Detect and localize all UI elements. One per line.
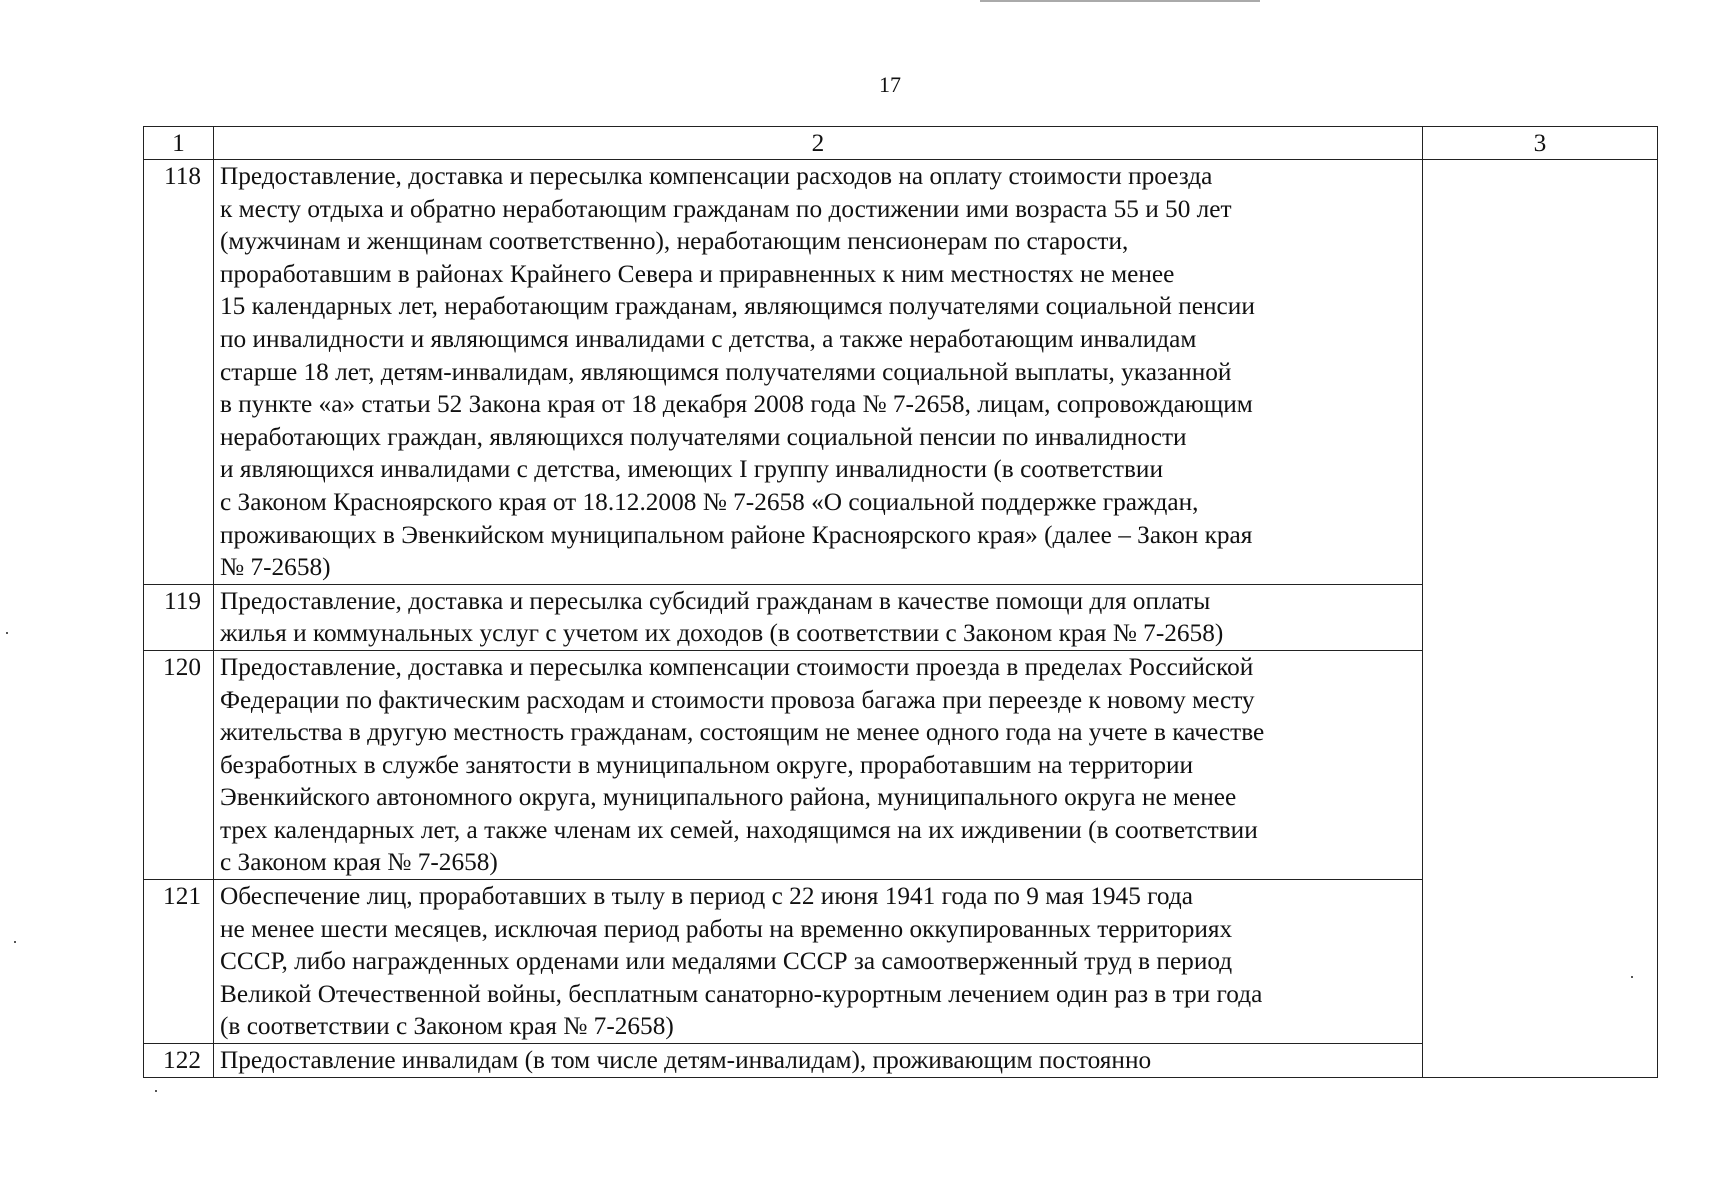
scan-top-fragment bbox=[980, 0, 1260, 2]
column-header-2: 2 bbox=[214, 127, 1423, 160]
column-header-1: 1 bbox=[144, 127, 214, 160]
row-text: Предоставление, доставка и пересылка компенсации стоимости проезда в пределах Российской Федерации по фактическим расходам и стоимости провоза багажа при переезде к новому месту жительства в другую местность гражданам, состоящим не менее одного года на учете в качестве безработных в службе занятости в муниципальном округе, проработавшим на территории Эвенкийского автономного округа, муниципального района, муниципального округа не менее трех календарных лет, а также членам их семей, находящимся на их иждивении (в соответствии с Законом края № 7-2658) bbox=[214, 650, 1423, 879]
page-number: 17 bbox=[879, 72, 901, 97]
row-text: Обеспечение лиц, проработавших в тылу в период с 22 июня 1941 года по 9 мая 1945 года не менее шести месяцев, исключая период работы на временно оккупированных территориях СССР, либо награжденных орденами или медалями СССР за самоотверженный труд в период Великой Отечественной войны, бесплатным санаторно-курортным лечением один раз в три года (в соответствии с Законом края № 7-2658) bbox=[214, 880, 1423, 1044]
row-text: Предоставление, доставка и пересылка компенсации расходов на оплату стоимости проезда к месту отдыха и обратно неработающим гражданам по достижении ими возраста 55 и 50 лет (мужчинам и женщинам соответственно), неработающим пенсионерам по старости, проработавшим в районах Крайнего Севера и приравненных к ним местностях не менее 15 календарных лет, неработающим гражданам, являющимся получателями социальной пенсии по инвалидности и являющимся инвалидами с детства, а также неработающим инвалидам старше 18 лет, детям-инвалидам, являющимся получателями социальной выплаты, указанной в пункте «а» статьи 52 Закона края от 18 декабря 2008 года № 7-2658, лицам, сопровождающим неработающих граждан, являющихся получателями социальной пенсии по инвалидности и являющихся инвалидами с детства, имеющих I группу инвалидности (в соответствии с Законом Красноярского края от 18.12.2008 № 7-2658 «О социальной поддержке граждан, проживающих в Эвенкийском муниципальном районе Красноярского края» (далее – Закон края № 7-2658) bbox=[214, 160, 1423, 585]
row-number: 119 bbox=[144, 584, 214, 650]
scan-mark bbox=[14, 941, 16, 943]
scan-mark bbox=[1631, 976, 1633, 978]
column-3-cell bbox=[1423, 160, 1658, 1078]
row-text: Предоставление, доставка и пересылка субсидий гражданам в качестве помощи для оплаты жилья и коммунальных услуг с учетом их доходов (в соответствии с Законом края № 7-2658) bbox=[214, 584, 1423, 650]
row-text: Предоставление инвалидам (в том числе детям-инвалидам), проживающим постоянно bbox=[214, 1044, 1423, 1078]
scan-mark bbox=[6, 632, 8, 634]
scan-mark bbox=[155, 1090, 157, 1092]
row-number: 122 bbox=[144, 1044, 214, 1078]
row-number: 121 bbox=[144, 880, 214, 1044]
column-header-3: 3 bbox=[1423, 127, 1658, 160]
row-number: 120 bbox=[144, 650, 214, 879]
row-number: 118 bbox=[144, 160, 214, 585]
table-header-row bbox=[144, 127, 1658, 160]
table-row bbox=[144, 160, 1658, 585]
document-table bbox=[143, 126, 1658, 1078]
